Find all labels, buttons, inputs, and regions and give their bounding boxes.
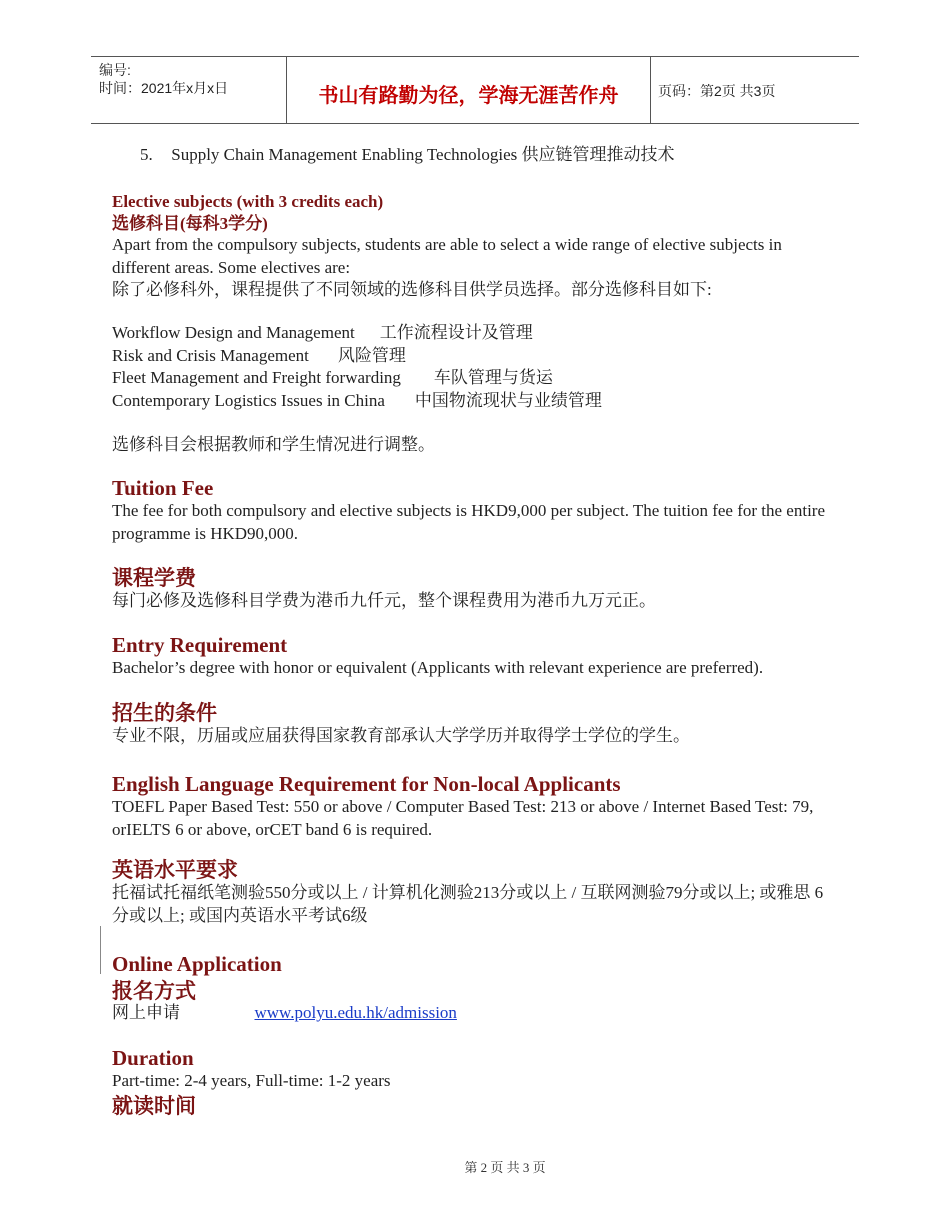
- list-item: [112, 322, 832, 345]
- elective-item-zh: 车队管理与货运: [433, 368, 553, 387]
- page-footer: 第 2 页 共 3 页: [464, 1160, 546, 1175]
- elective-list: [112, 322, 832, 412]
- list-item-number: 5.: [140, 145, 153, 164]
- elective-item-zh: 工作流程设计及管理: [379, 323, 533, 342]
- header-number-label: 编号:: [99, 62, 131, 78]
- elective-item-en: Risk and Crisis Management: [112, 345, 309, 365]
- list-item-text: Supply Chain Management Enabling Technologies 供应链管理推动技术: [171, 145, 675, 164]
- elective-item-en: Fleet Management and Freight forwarding: [112, 368, 401, 387]
- elective-note: 选修科目会根据教师和学生情况进行调整。: [112, 435, 435, 454]
- duration-title-zh: 就读时间: [112, 1094, 196, 1118]
- entry-text-zh: 专业不限，历届或应届获得国家教育部承认大学学历并取得学士学位的学生。: [112, 726, 690, 745]
- english-title-zh: 英语水平要求: [112, 858, 238, 882]
- admission-link[interactable]: www.polyu.edu.hk/admission: [254, 1003, 457, 1022]
- margin-marker: [100, 926, 101, 974]
- entry-title-zh: 招生的条件: [112, 701, 217, 725]
- tuition-text-en: The fee for both compulsory and elective subjects is HKD9,000 per subject. The tuition fee for the entire programme is HKD90,000.: [112, 501, 825, 543]
- tuition-text-zh: 每门必修及选修科目学费为港币九仟元，整个课程费用为港币九万元正。: [112, 591, 656, 610]
- application-title-en: Online Application: [112, 952, 282, 976]
- header-page-label: 页码：第2页 共3页: [658, 83, 776, 99]
- application-title-zh: 报名方式: [112, 979, 196, 1003]
- elective-title-en: Elective subjects (with 3 credits each): [112, 192, 384, 211]
- english-text-en: TOEFL Paper Based Test: 550 or above / Computer Based Test: 213 or above / Internet Based Test: 79, orIELTS 6 or above, orCET band 6 is required.: [112, 797, 814, 839]
- duration-title-en: Duration: [112, 1046, 194, 1070]
- application-label: 网上申请: [112, 1003, 180, 1022]
- elective-intro-zh: 除了必修科外，课程提供了不同领域的选修科目供学员选择。部分选修科目如下:: [112, 280, 712, 299]
- header-page-cell: [650, 57, 859, 123]
- list-item: [112, 367, 832, 390]
- header-time-label: 时间：2021年x月x日: [99, 80, 229, 96]
- list-item: [112, 390, 832, 413]
- list-item: [112, 345, 832, 368]
- page-header: [91, 56, 859, 124]
- elective-item-zh: 中国物流现状与业绩管理: [414, 390, 602, 410]
- elective-item-zh: 风险管理: [337, 345, 406, 365]
- entry-title-en: Entry Requirement: [112, 633, 288, 657]
- english-text-zh: 托福试托福纸笔测验550分或以上 / 计算机化测验213分或以上 / 互联网测验79分或以上; 或雅思 6分或以上; 或国内英语水平考试6级: [112, 883, 824, 925]
- elective-item-en: Contemporary Logistics Issues in China: [112, 390, 385, 410]
- tuition-title-zh: 课程学费: [112, 566, 196, 590]
- english-title-en: English Language Requirement for Non-local Applicants: [112, 772, 621, 796]
- header-motto: 书山有路勤为径，学海无涯苦作舟: [318, 83, 619, 107]
- elective-item-en: Workflow Design and Management: [112, 323, 355, 342]
- elective-intro-en: Apart from the compulsory subjects, students are able to select a wide range of elective subjects in different areas. Some electives are:: [112, 235, 782, 277]
- elective-title-zh: 选修科目(每科3学分): [112, 214, 268, 233]
- entry-text-en: Bachelor’s degree with honor or equivalent (Applicants with relevant experience are preferred).: [112, 658, 764, 677]
- application-row: [112, 1002, 832, 1025]
- tuition-title-en: Tuition Fee: [112, 476, 214, 500]
- list-item-5: [140, 144, 840, 167]
- duration-text: Part-time: 2-4 years, Full-time: 1-2 years: [112, 1071, 391, 1090]
- header-motto-cell: [286, 57, 651, 123]
- header-meta-cell: [91, 57, 286, 123]
